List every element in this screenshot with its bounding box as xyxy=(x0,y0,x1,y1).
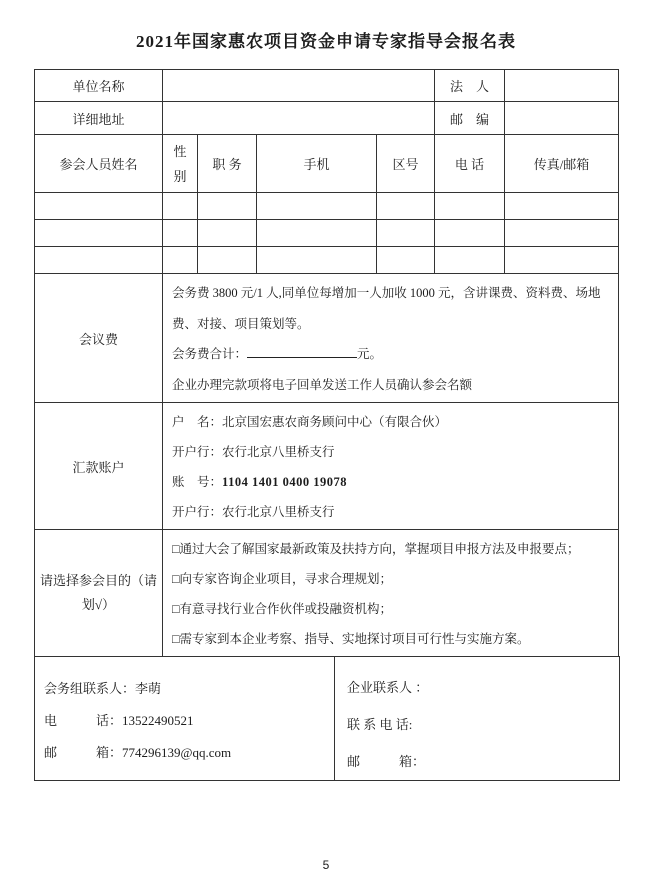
account-number: 1104 1401 0400 19078 xyxy=(222,475,347,489)
account-content-cell xyxy=(163,403,619,530)
organizer-contact-cell xyxy=(35,657,335,781)
account-section-label: 汇款账户 xyxy=(35,403,163,530)
legal-person-label: 法 人 xyxy=(435,70,505,102)
legal-person-value-cell[interactable] xyxy=(505,70,619,102)
fee-section-label: 会议费 xyxy=(35,274,163,403)
address-label: 详细地址 xyxy=(35,102,163,135)
form-title: 2021年国家惠农项目资金申请专家指导会报名表 xyxy=(136,32,516,51)
account-bank-1: 开户行：农行北京八里桥支行 xyxy=(172,445,335,459)
account-row xyxy=(35,403,619,530)
account-holder: 户 名：北京国宏惠农商务顾问中心（有限合伙） xyxy=(172,415,448,429)
attendee-cell[interactable] xyxy=(435,193,505,220)
attendee-cell[interactable] xyxy=(35,247,163,274)
header-fax-email: 传真/邮箱 xyxy=(505,135,619,193)
attendee-cell[interactable] xyxy=(163,247,198,274)
contact-table xyxy=(34,656,620,781)
unit-name-value-cell[interactable] xyxy=(163,70,435,102)
organizer-phone: 电 话：13522490521 xyxy=(44,713,194,728)
fee-note: 企业办理完款项将电子回单发送工作人员确认参会名额 xyxy=(172,377,473,392)
header-job-title: 职 务 xyxy=(198,135,257,193)
attendee-cell[interactable] xyxy=(35,193,163,220)
attendee-row-3 xyxy=(35,247,619,274)
fee-description-line1: 会务费 3800 元/1 人,同单位每增加一人加收 1000 元，含讲课费、资料费、场地 xyxy=(172,286,601,300)
address-row xyxy=(35,102,619,135)
registration-table xyxy=(34,69,619,657)
attendee-cell[interactable] xyxy=(198,193,257,220)
page-number: 5 xyxy=(322,858,330,872)
purpose-row xyxy=(35,530,619,657)
company-phone: 联 系 电 话: xyxy=(347,717,413,732)
attendee-cell[interactable] xyxy=(505,247,619,274)
attendee-cell[interactable] xyxy=(377,247,435,274)
attendee-cell[interactable] xyxy=(377,193,435,220)
unit-name-row xyxy=(35,70,619,102)
attendee-cell[interactable] xyxy=(377,220,435,247)
attendee-cell[interactable] xyxy=(257,193,377,220)
address-value-cell[interactable] xyxy=(163,102,435,135)
fee-content-cell xyxy=(163,274,619,403)
account-number-line xyxy=(172,467,610,497)
attendee-cell[interactable] xyxy=(35,220,163,247)
attendee-row-2 xyxy=(35,220,619,247)
header-sex xyxy=(163,135,198,193)
purpose-option-checkbox-1[interactable]: □通过大会了解国家最新政策及扶持方向，掌握项目申报方法及申报要点； xyxy=(172,542,580,556)
company-email: 邮 箱： xyxy=(347,754,426,769)
attendee-row-1 xyxy=(35,193,619,220)
attendee-cell[interactable] xyxy=(505,193,619,220)
account-bank-2: 开户行：农行北京八里桥支行 xyxy=(172,505,335,519)
account-number-label: 账 号： xyxy=(172,475,223,489)
fee-row xyxy=(35,274,619,403)
fee-total-line xyxy=(172,339,610,370)
attendee-cell[interactable] xyxy=(505,220,619,247)
organizer-contact-name: 会务组联系人：李萌 xyxy=(44,681,162,696)
header-mobile: 手机 xyxy=(257,135,377,193)
attendee-header-row xyxy=(35,135,619,193)
zip-code-label: 邮 编 xyxy=(435,102,505,135)
purpose-option-checkbox-3[interactable]: □有意寻找行业合作伙伴或投融资机构； xyxy=(172,602,393,616)
header-attendee-name: 参会人员姓名 xyxy=(35,135,163,193)
attendee-cell[interactable] xyxy=(163,220,198,247)
header-sex-line2: 别 xyxy=(173,168,187,184)
attendee-cell[interactable] xyxy=(163,193,198,220)
fee-total-blank-field[interactable] xyxy=(247,345,357,358)
purpose-section-label: 请选择参会目的（请划√） xyxy=(35,530,163,657)
unit-name-label: 单位名称 xyxy=(35,70,163,102)
header-phone: 电 话 xyxy=(435,135,505,193)
attendee-cell[interactable] xyxy=(198,247,257,274)
fee-total-label: 会务费合计： xyxy=(172,347,248,361)
organizer-email: 邮 箱：774296139@qq.com xyxy=(44,745,232,760)
purpose-content-cell xyxy=(163,530,619,657)
fee-total-suffix: 元。 xyxy=(357,347,383,361)
attendee-cell[interactable] xyxy=(435,220,505,247)
company-contact-name: 企业联系人 ： xyxy=(347,680,429,695)
purpose-option-checkbox-2[interactable]: □向专家咨询企业项目，寻求合理规划； xyxy=(172,572,393,586)
zip-code-value-cell[interactable] xyxy=(505,102,619,135)
attendee-cell[interactable] xyxy=(257,247,377,274)
header-sex-line1: 性 xyxy=(173,143,187,159)
header-area-code: 区号 xyxy=(377,135,435,193)
contact-row xyxy=(35,657,620,781)
attendee-cell[interactable] xyxy=(198,220,257,247)
attendee-cell[interactable] xyxy=(257,220,377,247)
purpose-option-checkbox-4[interactable]: □需专家到本企业考察、指导、实地探讨项目可行性与实施方案。 xyxy=(172,632,530,646)
fee-description-line2: 费、对接、项目策划等。 xyxy=(172,316,310,331)
attendee-cell[interactable] xyxy=(435,247,505,274)
company-contact-cell[interactable] xyxy=(335,657,620,781)
